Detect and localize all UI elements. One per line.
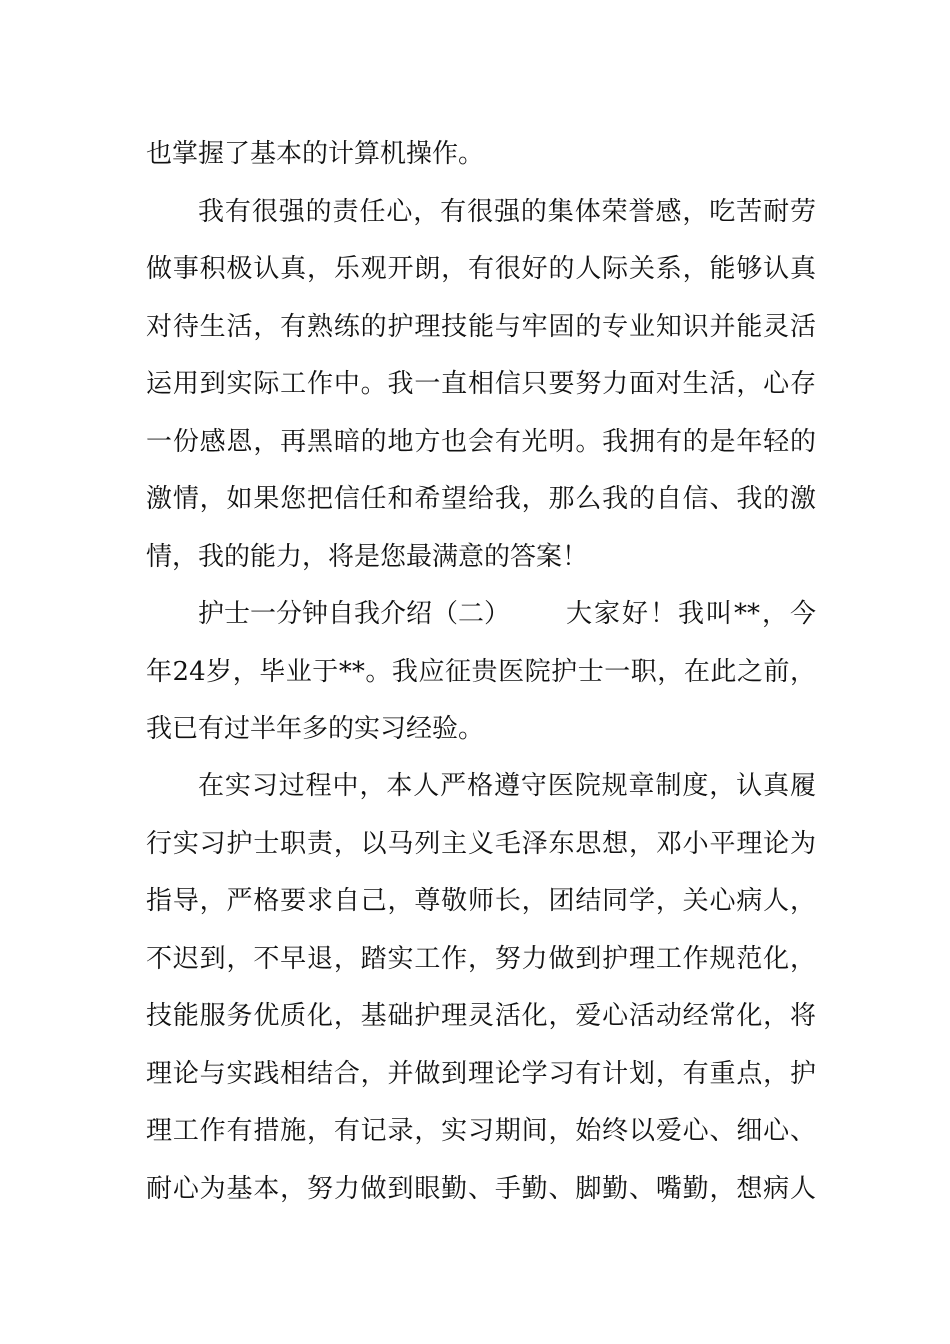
paragraph-line: 做事积极认真，乐观开朗，有很好的人际关系，能够认真	[146, 254, 816, 284]
paragraph-line: 情，我的能力，将是您最满意的答案！	[146, 542, 589, 572]
paragraph-line: 大家好！我叫**，今	[566, 599, 816, 629]
paragraph-line: 我有很强的责任心，有很强的集体荣誉感，吃苦耐劳	[198, 197, 816, 227]
paragraph-line: 技能服务优质化，基础护理灵活化，爱心活动经常化，将	[146, 1001, 816, 1031]
paragraph-line: 年24岁，毕业于**。我应征贵医院护士一职，在此之前，	[146, 657, 816, 687]
paragraph-line: 行实习护士职责，以马列主义毛泽东思想，邓小平理论为	[146, 829, 816, 859]
paragraph-line: 也掌握了基本的计算机操作。	[146, 139, 485, 169]
paragraph-line: 激情，如果您把信任和希望给我，那么我的自信、我的激	[146, 484, 816, 514]
paragraph-line: 对待生活，有熟练的护理技能与牢固的专业知识并能灵活	[146, 312, 816, 342]
paragraph-line: 一份感恩，再黑暗的地方也会有光明。我拥有的是年轻的	[146, 427, 816, 457]
paragraph-line: 运用到实际工作中。我一直相信只要努力面对生活，心存	[146, 369, 816, 399]
paragraph-line: 耐心为基本，努力做到眼勤、手勤、脚勤、嘴勤，想病人	[146, 1174, 816, 1204]
paragraph-line: 理工作有措施，有记录，实习期间，始终以爱心、细心、	[146, 1116, 816, 1146]
paragraph-line: 不迟到，不早退，踏实工作，努力做到护理工作规范化，	[146, 944, 816, 974]
section-heading-line	[198, 596, 816, 632]
paragraph-line: 在实习过程中，本人严格遵守医院规章制度，认真履	[198, 771, 816, 801]
paragraph-line: 指导，严格要求自己，尊敬师长，团结同学，关心病人，	[146, 886, 816, 916]
paragraph-line: 理论与实践相结合，并做到理论学习有计划，有重点，护	[146, 1059, 816, 1089]
paragraph-line: 我已有过半年多的实习经验。	[146, 714, 485, 744]
section-heading: 护士一分钟自我介绍（二）	[198, 599, 511, 629]
